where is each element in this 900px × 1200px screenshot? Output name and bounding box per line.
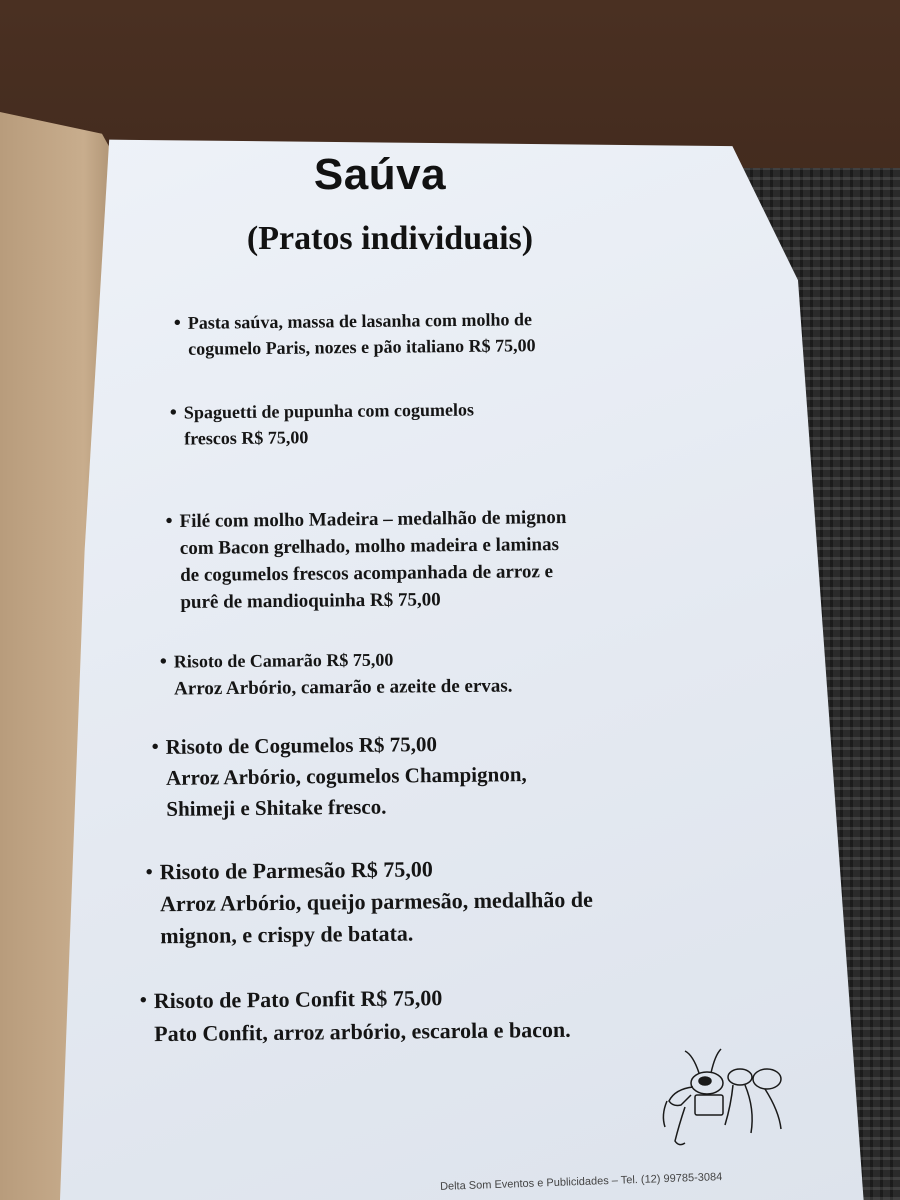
menu-subtitle: (Pratos individuais) [246, 220, 534, 257]
item-line: Arroz Arbório, camarão e azeite de ervas. [174, 675, 513, 700]
item-line: Risoto de Pato Confit R$ 75,00 [153, 985, 443, 1014]
menu-item [145, 852, 594, 953]
item-line: Pato Confit, arroz arbório, escarola e bacon. [154, 1016, 571, 1047]
item-line: Arroz Arbório, cogumelos Champignon, [165, 762, 527, 790]
menu-item [165, 504, 567, 616]
bullet: • [165, 510, 173, 533]
item-line: Risoto de Parmesão R$ 75,00 [159, 856, 433, 885]
item-line: purê de mandioquinha R$ 75,00 [180, 589, 441, 614]
bullet: • [173, 311, 182, 334]
menu-title: Saúva [313, 150, 447, 199]
item-line: de cogumelos frescos acompanhada de arroz e [180, 561, 554, 587]
item-line: Arroz Arbório, queijo parmesão, medalhão de [159, 886, 593, 917]
footer-credit: Delta Som Eventos e Publicidades – Tel. (12) 99785-3084 [439, 1171, 723, 1193]
item-line: frescos R$ 75,00 [184, 427, 309, 449]
bullet: • [169, 401, 178, 424]
item-line: Filé com molho Madeira – medalhão de mignon [179, 506, 567, 533]
item-line: com Bacon grelhado, molho madeira e laminas [179, 534, 560, 560]
item-line: Pasta saúva, massa de lasanha com molho de [187, 309, 532, 333]
menu-item [169, 396, 475, 451]
bullet: • [139, 989, 147, 1012]
bullet: • [151, 735, 159, 759]
menu-item [173, 306, 536, 362]
item-line: cogumelo Paris, nozes e pão italiano R$ 75,00 [188, 335, 536, 359]
item-line: Risoto de Cogumelos R$ 75,00 [165, 732, 438, 759]
item-line: Shimeji e Shitake fresco. [166, 794, 387, 821]
bullet: • [145, 861, 153, 884]
item-line: mignon, e crispy de batata. [160, 920, 414, 949]
item-line: Risoto de Camarão R$ 75,00 [173, 649, 394, 672]
ant-icon [655, 1045, 795, 1155]
item-line: Spaguetti de pupunha com cogumelos [183, 399, 475, 423]
menu-item [139, 980, 571, 1050]
bullet: • [159, 650, 167, 673]
menu-item [159, 645, 513, 704]
menu-item [151, 728, 528, 825]
